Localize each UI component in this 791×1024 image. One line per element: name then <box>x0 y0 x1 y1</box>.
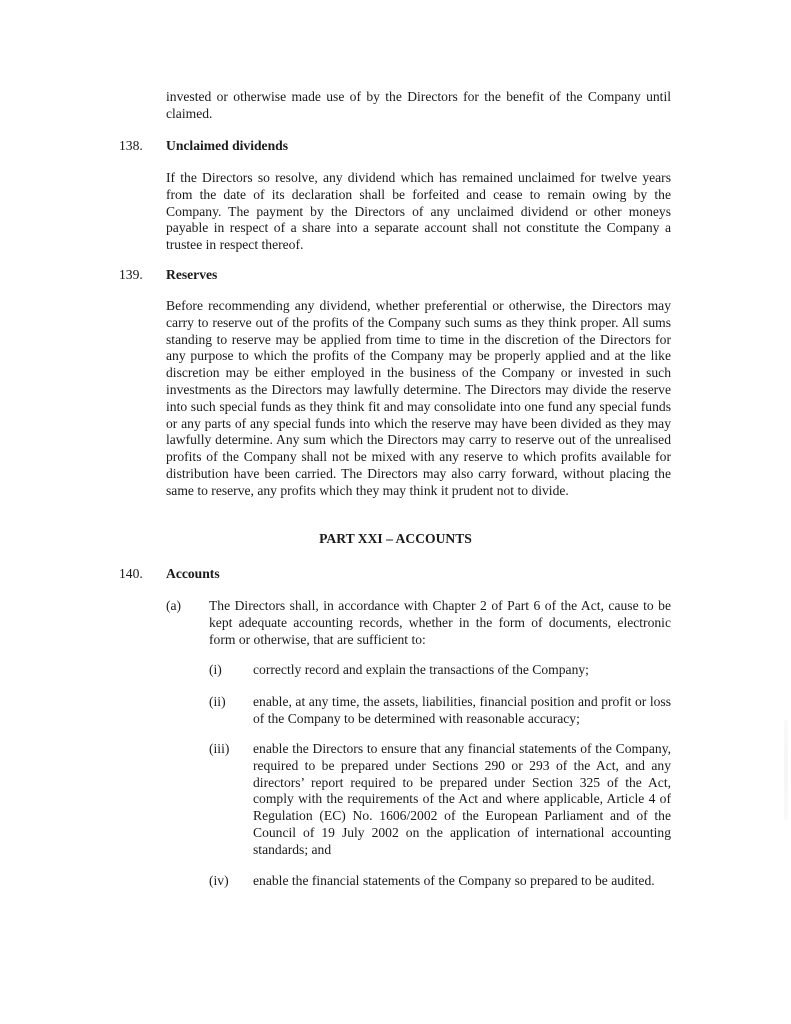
continuation-paragraph: invested or otherwise made use of by the Directors for the benefit of the Company until claimed. <box>166 89 671 121</box>
section-number: 140. <box>119 566 143 581</box>
subclause-label: (iii) <box>209 741 230 756</box>
subclause-text: enable, at any time, the assets, liabilities, financial position and profit or loss of the Company to be determined with reasonable accuracy; <box>253 694 671 726</box>
section-heading: Unclaimed dividends <box>166 138 288 153</box>
clause-label: (a) <box>166 598 182 613</box>
section-number: 139. <box>119 267 143 282</box>
subclause-label: (ii) <box>209 694 226 709</box>
subclause-label: (i) <box>209 662 222 677</box>
clause-text: The Directors shall, in accordance with Chapter 2 of Part 6 of the Act, cause to be kept adequate accounting records, whether in the form of documents, electronic form or otherwise, that are sufficient to: <box>209 598 671 647</box>
section-body: Before recommending any dividend, whether preferential or otherwise, the Directors may carry to reserve out of the profits of the Company such sums as they think proper. All sums standing to reserve may be applied from time to time in the discretion of the Directors for any purpose to which the profits of the Company may be properly applied and at the like discretion may be either employed in the business of the Company or invested in such investments as the Directors may lawfully determine. The Directors may divide the reserve into such special funds as they think fit and may consolidate into one fund any special funds or any parts of any special funds into which the reserve may have been divided as they may lawfully determine. Any sum which the Directors may carry to reserve out of the unrealised profits of the Company shall not be mixed with any reserve to which profits available for distribution have been carried. The Directors may also carry forward, without placing the same to reserve, any profits which they may think it prudent not to divide. <box>166 298 671 498</box>
subclause-text: enable the Directors to ensure that any financial statements of the Company, required to be prepared under Sections 290 or 293 of the Act, and any directors’ report required to be prepared under Section 325 of the Act, comply with the requirements of the Act and where applicable, Article 4 of Regulation (EC) No. 1606/2002 of the European Parliament and of the Council of 19 July 2002 on the application of international accounting standards; and <box>253 741 671 857</box>
section-number: 138. <box>119 138 143 153</box>
section-heading: Reserves <box>166 267 218 282</box>
subclause-label: (iv) <box>209 873 229 888</box>
section-body: If the Directors so resolve, any dividend which has remained unclaimed for twelve years from the date of its declaration shall be forfeited and cease to remain owing by the Company. The payment by the Directors of any unclaimed dividend or other moneys payable in respect of a share into a separate account shall not constitute the Company a trustee in respect thereof. <box>166 170 671 253</box>
subclause-text: enable the financial statements of the Company so prepared to be audited. <box>253 873 655 888</box>
section-heading: Accounts <box>166 566 220 581</box>
subclause-text: correctly record and explain the transactions of the Company; <box>253 662 589 677</box>
part-heading: PART XXI – ACCOUNTS <box>319 531 472 546</box>
scan-artifact <box>784 720 788 820</box>
